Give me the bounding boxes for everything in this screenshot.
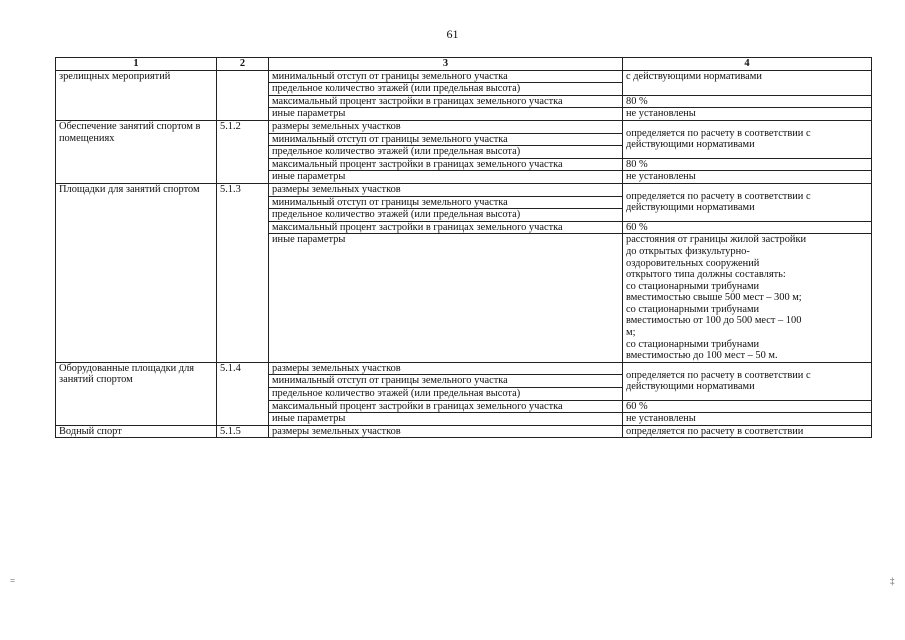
column-header: 4 — [623, 58, 872, 71]
scan-edge-mark-right: ‡ — [890, 576, 895, 586]
parameter-name: предельное количество этажей (или предельная высота) — [269, 388, 623, 401]
parameter-name: максимальный процент застройки в границах земельного участка — [269, 221, 623, 234]
use-type-name: зрелищных мероприятий — [56, 70, 217, 120]
table-row — [56, 183, 872, 196]
parameter-name: минимальный отступ от границы земельного участка — [269, 196, 623, 209]
parameter-name: иные параметры — [269, 413, 623, 426]
parameter-name: предельное количество этажей (или предельная высота) — [269, 146, 623, 159]
parameter-name: иные параметры — [269, 108, 623, 121]
value-line: до открытых физкультурно- — [626, 245, 750, 257]
table-row — [56, 425, 872, 438]
value-line: со стационарными трибунами — [626, 303, 760, 315]
scan-edge-mark-left: = — [10, 576, 16, 586]
value-line: расстояния от границы жилой застройки — [626, 234, 807, 246]
value-line: вместимостью до 100 мест – 50 м. — [626, 350, 778, 362]
page-number: 61 — [446, 27, 459, 41]
parameter-name: максимальный процент застройки в границах земельного участка — [269, 95, 623, 108]
parameter-value: определяется по расчету в соответствии — [623, 425, 872, 438]
use-type-name: Оборудованные площадки для занятий спортом — [56, 362, 217, 425]
parameter-value-multiline — [623, 234, 872, 363]
parameter-name: иные параметры — [269, 234, 623, 363]
use-type-code: 5.1.5 — [217, 425, 269, 438]
regulations-table — [55, 57, 872, 438]
use-type-name: Площадки для занятий спортом — [56, 183, 217, 362]
parameter-name: минимальный отступ от границы земельного участка — [269, 133, 623, 146]
parameter-value: 80 % — [623, 95, 872, 108]
table-row — [56, 120, 872, 133]
use-type-code: 5.1.4 — [217, 362, 269, 425]
parameter-value: не установлены — [623, 108, 872, 121]
value-line: со стационарными трибунами — [626, 280, 760, 292]
value-line: вместимостью свыше 500 мест – 300 м; — [626, 292, 802, 304]
table-row — [56, 362, 872, 375]
value-line: вместимостью от 100 до 500 мест – 100 — [626, 315, 802, 327]
parameter-name: предельное количество этажей (или предельная высота) — [269, 209, 623, 222]
parameter-value: 80 % — [623, 158, 872, 171]
parameter-name: размеры земельных участков — [269, 120, 623, 133]
use-type-name: Обеспечение занятий спортом в помещениях — [56, 120, 217, 183]
parameter-value: определяется по расчету в соответствии с действующими нормативами — [623, 183, 872, 221]
parameter-value: 60 % — [623, 221, 872, 234]
use-type-code: 5.1.2 — [217, 120, 269, 183]
use-type-code — [217, 70, 269, 120]
header-row — [56, 58, 872, 71]
value-line: оздоровительных сооружений — [626, 257, 760, 269]
parameter-value: не установлены — [623, 171, 872, 184]
column-header: 2 — [217, 58, 269, 71]
parameter-value: определяется по расчету в соответствии с действующими нормативами — [623, 120, 872, 158]
table-row — [56, 70, 872, 83]
parameter-name: размеры земельных участков — [269, 425, 623, 438]
value-line: м; — [626, 327, 636, 339]
parameter-name: размеры земельных участков — [269, 362, 623, 375]
parameter-name: максимальный процент застройки в границах земельного участка — [269, 400, 623, 413]
value-line: открытого типа должны составлять: — [626, 269, 786, 281]
parameter-name: минимальный отступ от границы земельного участка — [269, 375, 623, 388]
parameter-value: с действующими нормативами — [623, 70, 872, 95]
parameter-value: 60 % — [623, 400, 872, 413]
value-line: со стационарными трибунами — [626, 338, 760, 350]
parameter-name: минимальный отступ от границы земельного участка — [269, 70, 623, 83]
parameter-name: размеры земельных участков — [269, 183, 623, 196]
parameter-value: определяется по расчету в соответствии с действующими нормативами — [623, 362, 872, 400]
use-type-name: Водный спорт — [56, 425, 217, 438]
column-header: 1 — [56, 58, 217, 71]
use-type-code: 5.1.3 — [217, 183, 269, 362]
parameter-name: иные параметры — [269, 171, 623, 184]
parameter-name: максимальный процент застройки в границах земельного участка — [269, 158, 623, 171]
column-header: 3 — [269, 58, 623, 71]
parameter-value: не установлены — [623, 413, 872, 426]
parameter-name: предельное количество этажей (или предельная высота) — [269, 83, 623, 96]
